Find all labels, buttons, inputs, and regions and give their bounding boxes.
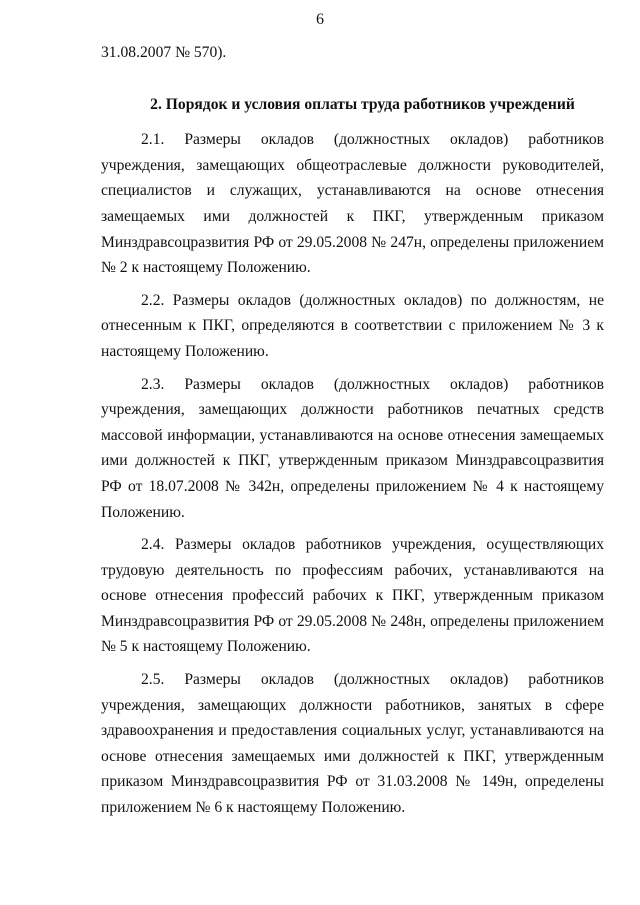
paragraph-2-1: 2.1. Размеры окладов (должностных окладов) работников учреждения, замещающих общеотраслевые должности руководителей, специалистов и служащих, устанавливаются на основе отнесения замещаемых ими должностей к ПКГ, утвержденным приказом Минздравсоцразвития РФ от 29.05.2008 № 247н, определены приложением № 2 к настоящему Положению. — [101, 131, 604, 277]
paragraph-2-2: 2.2. Размеры окладов (должностных окладов) по должностям, не отнесенным к ПКГ, определяются в соответствии с приложением № 3 к настоящему Положению. — [101, 291, 604, 360]
paragraph-2-3: 2.3. Размеры окладов (должностных окладов) работников учреждения, замещающих должности работников печатных средств массовой информации, устанавливаются на основе отнесения замещаемых ими должностей к ПКГ, утвержденным приказом Минздравсоцразвития РФ от 18.07.2008 № 342н, определены приложением № 4 к настоящему Положению. — [101, 375, 604, 521]
section-heading: 2. Порядок и условия оплаты труда работников учреждений — [150, 95, 575, 113]
continuation-text: 31.08.2007 № 570). — [101, 44, 227, 61]
paragraph-2-4: 2.4. Размеры окладов работников учреждения, осуществляющих трудовую деятельность по профессиям рабочих, устанавливаются на основе отнесения профессий рабочих к ПКГ, утвержденным приказом Минздравсоцразвития РФ от 29.05.2008 № 248н, определены приложением № 5 к настоящему Положению. — [101, 536, 604, 656]
paragraph-2-5: 2.5. Размеры окладов (должностных окладов) работников учреждения, замещающих должности работников, занятых в сфере здравоохранения и предоставления социальных услуг, устанавливаются на основе отнесения замещаемых ими должностей к ПКГ, утвержденным приказом Минздравсоцразвития РФ от 31.03.2008 № 149н, определены приложением № 6 к настоящему Положению. — [101, 671, 604, 817]
page-number: 6 — [316, 11, 324, 28]
document-body — [101, 40, 604, 821]
